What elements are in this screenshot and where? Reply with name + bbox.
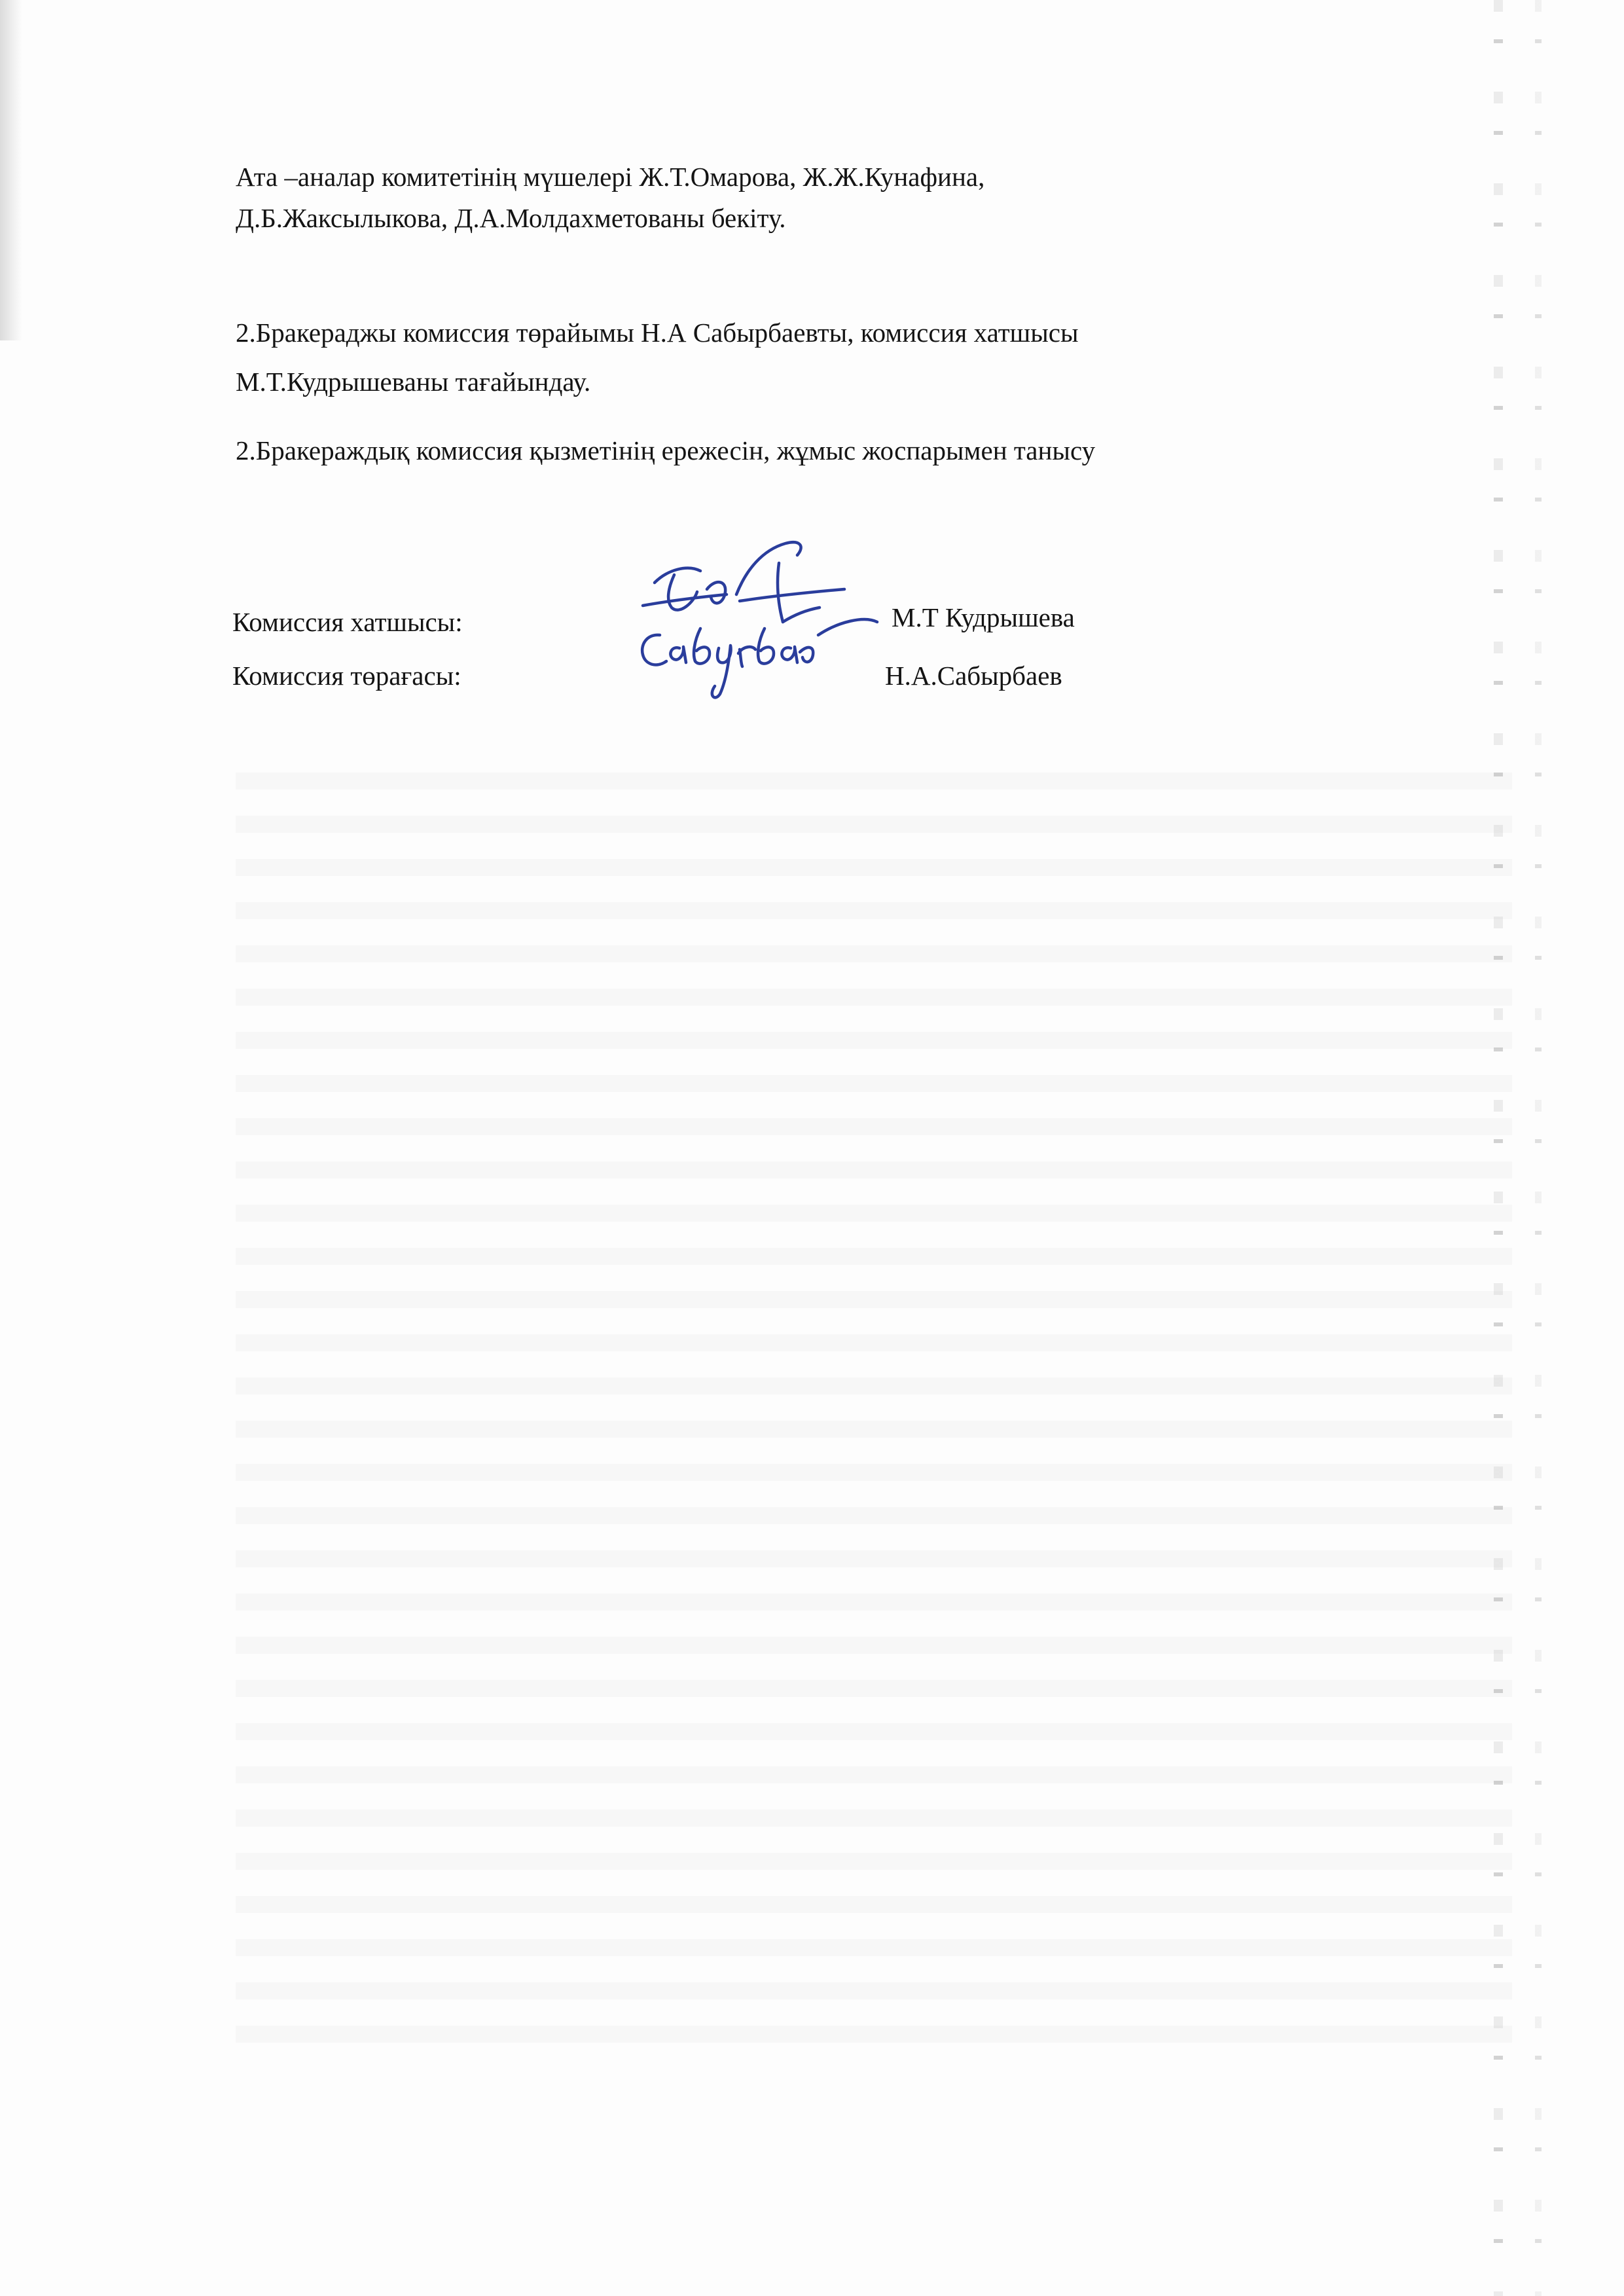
paragraph-3-line-1: 2.Бракераждық комиссия қызметінің ережесін, жұмыс жоспарымен танысу — [236, 435, 1096, 465]
bleed-through-text — [236, 773, 1512, 2049]
scanner-streak — [1535, 0, 1542, 2296]
scan-edge-shadow — [0, 0, 22, 340]
secretary-role-label: Комиссия хатшысы: — [232, 607, 463, 637]
secretary-name: М.Т Кудрышева — [892, 602, 1075, 632]
paragraph-1-line-1: Ата –аналар комитетінің мүшелері Ж.Т.Омарова, Ж.Ж.Кунафина, — [236, 162, 985, 192]
paragraph-2-line-1: 2.Бракераджы комиссия төрайымы Н.А Сабырбаевты, комиссия хатшысы — [236, 318, 1079, 348]
paragraph-2-line-2: М.Т.Кудрышеваны тағайындау. — [236, 367, 591, 397]
chair-name: Н.А.Сабырбаев — [885, 661, 1062, 691]
handwritten-signature — [628, 524, 903, 714]
chair-role-label: Комиссия төрағасы: — [232, 661, 461, 691]
paragraph-1-line-2: Д.Б.Жаксылыкова, Д.А.Молдахметованы бекіту. — [236, 203, 786, 233]
